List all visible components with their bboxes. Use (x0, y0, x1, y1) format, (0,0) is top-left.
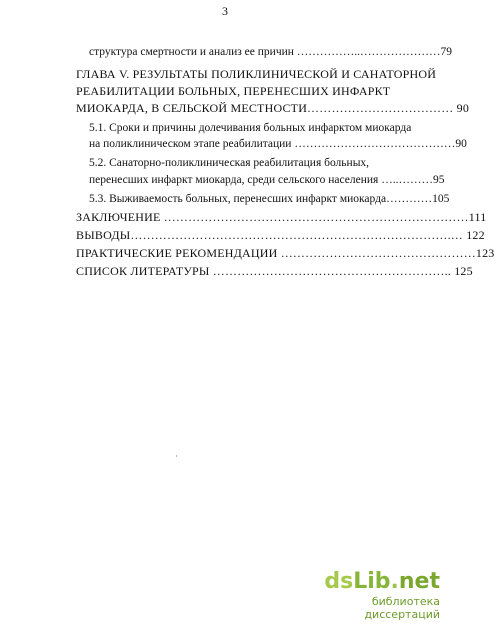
scan-speck (176, 455, 177, 457)
toc-references: СПИСОК ЛИТЕРАТУРЫ ………………………………………………….. 125 (76, 264, 473, 278)
watermark-logo-dot: . (390, 569, 399, 594)
toc-conclusion: ЗАКЛЮЧЕНИЕ …………………………………………………………………111 (76, 210, 487, 224)
watermark (300, 570, 440, 621)
toc-chapter-5-title-line-2: РЕАБИЛИТАЦИИ БОЛЬНЫХ, ПЕРЕНЕСШИХ ИНФАРКТ (76, 84, 391, 98)
toc-practical-recommendations: ПРАКТИЧЕСКИЕ РЕКОМЕНДАЦИИ …………………………………………123 (76, 246, 495, 260)
watermark-logo-ds: ds (324, 569, 354, 594)
toc-section-5-3: 5.3. Выживаемость больных, перенесших инфаркт миокарда…………105 (89, 193, 450, 205)
watermark-logo (300, 570, 440, 594)
toc-chapter-5-title-line-3: МИОКАРДА, В СЕЛЬСКОЙ МЕСТНОСТИ……………………………… 90 (76, 101, 470, 115)
page-number: 3 (222, 4, 228, 18)
toc-section-5-1-line-1: 5.1. Сроки и причины долечивания больных инфарктом миокарда (89, 122, 412, 134)
toc-section-5-2-line-1: 5.2. Санаторно-поликлиническая реабилитация больных, (89, 157, 370, 169)
watermark-logo-net: net (398, 569, 440, 594)
toc-section-5-2-line-2: перенесших инфаркт миокарда, среди сельского населения …..………95 (89, 174, 445, 186)
toc-entry-mortality-structure: структура смертности и анализ ее причин ……………..…………………79 (89, 46, 453, 58)
watermark-subtitle: библиотека диссертаций (364, 595, 440, 621)
toc-chapter-5-title-line-1: ГЛАВА V. РЕЗУЛЬТАТЫ ПОЛИКЛИНИЧЕСКОЙ И САНАТОРНОЙ (76, 67, 437, 81)
toc-section-5-1-line-2: на поликлиническом этапе реабилитации ……………………………………90 (89, 138, 467, 150)
toc-findings: ВЫВОДЫ…………………………………………………………………….… 122 (76, 228, 485, 242)
watermark-logo-lib: Lib (353, 569, 391, 594)
